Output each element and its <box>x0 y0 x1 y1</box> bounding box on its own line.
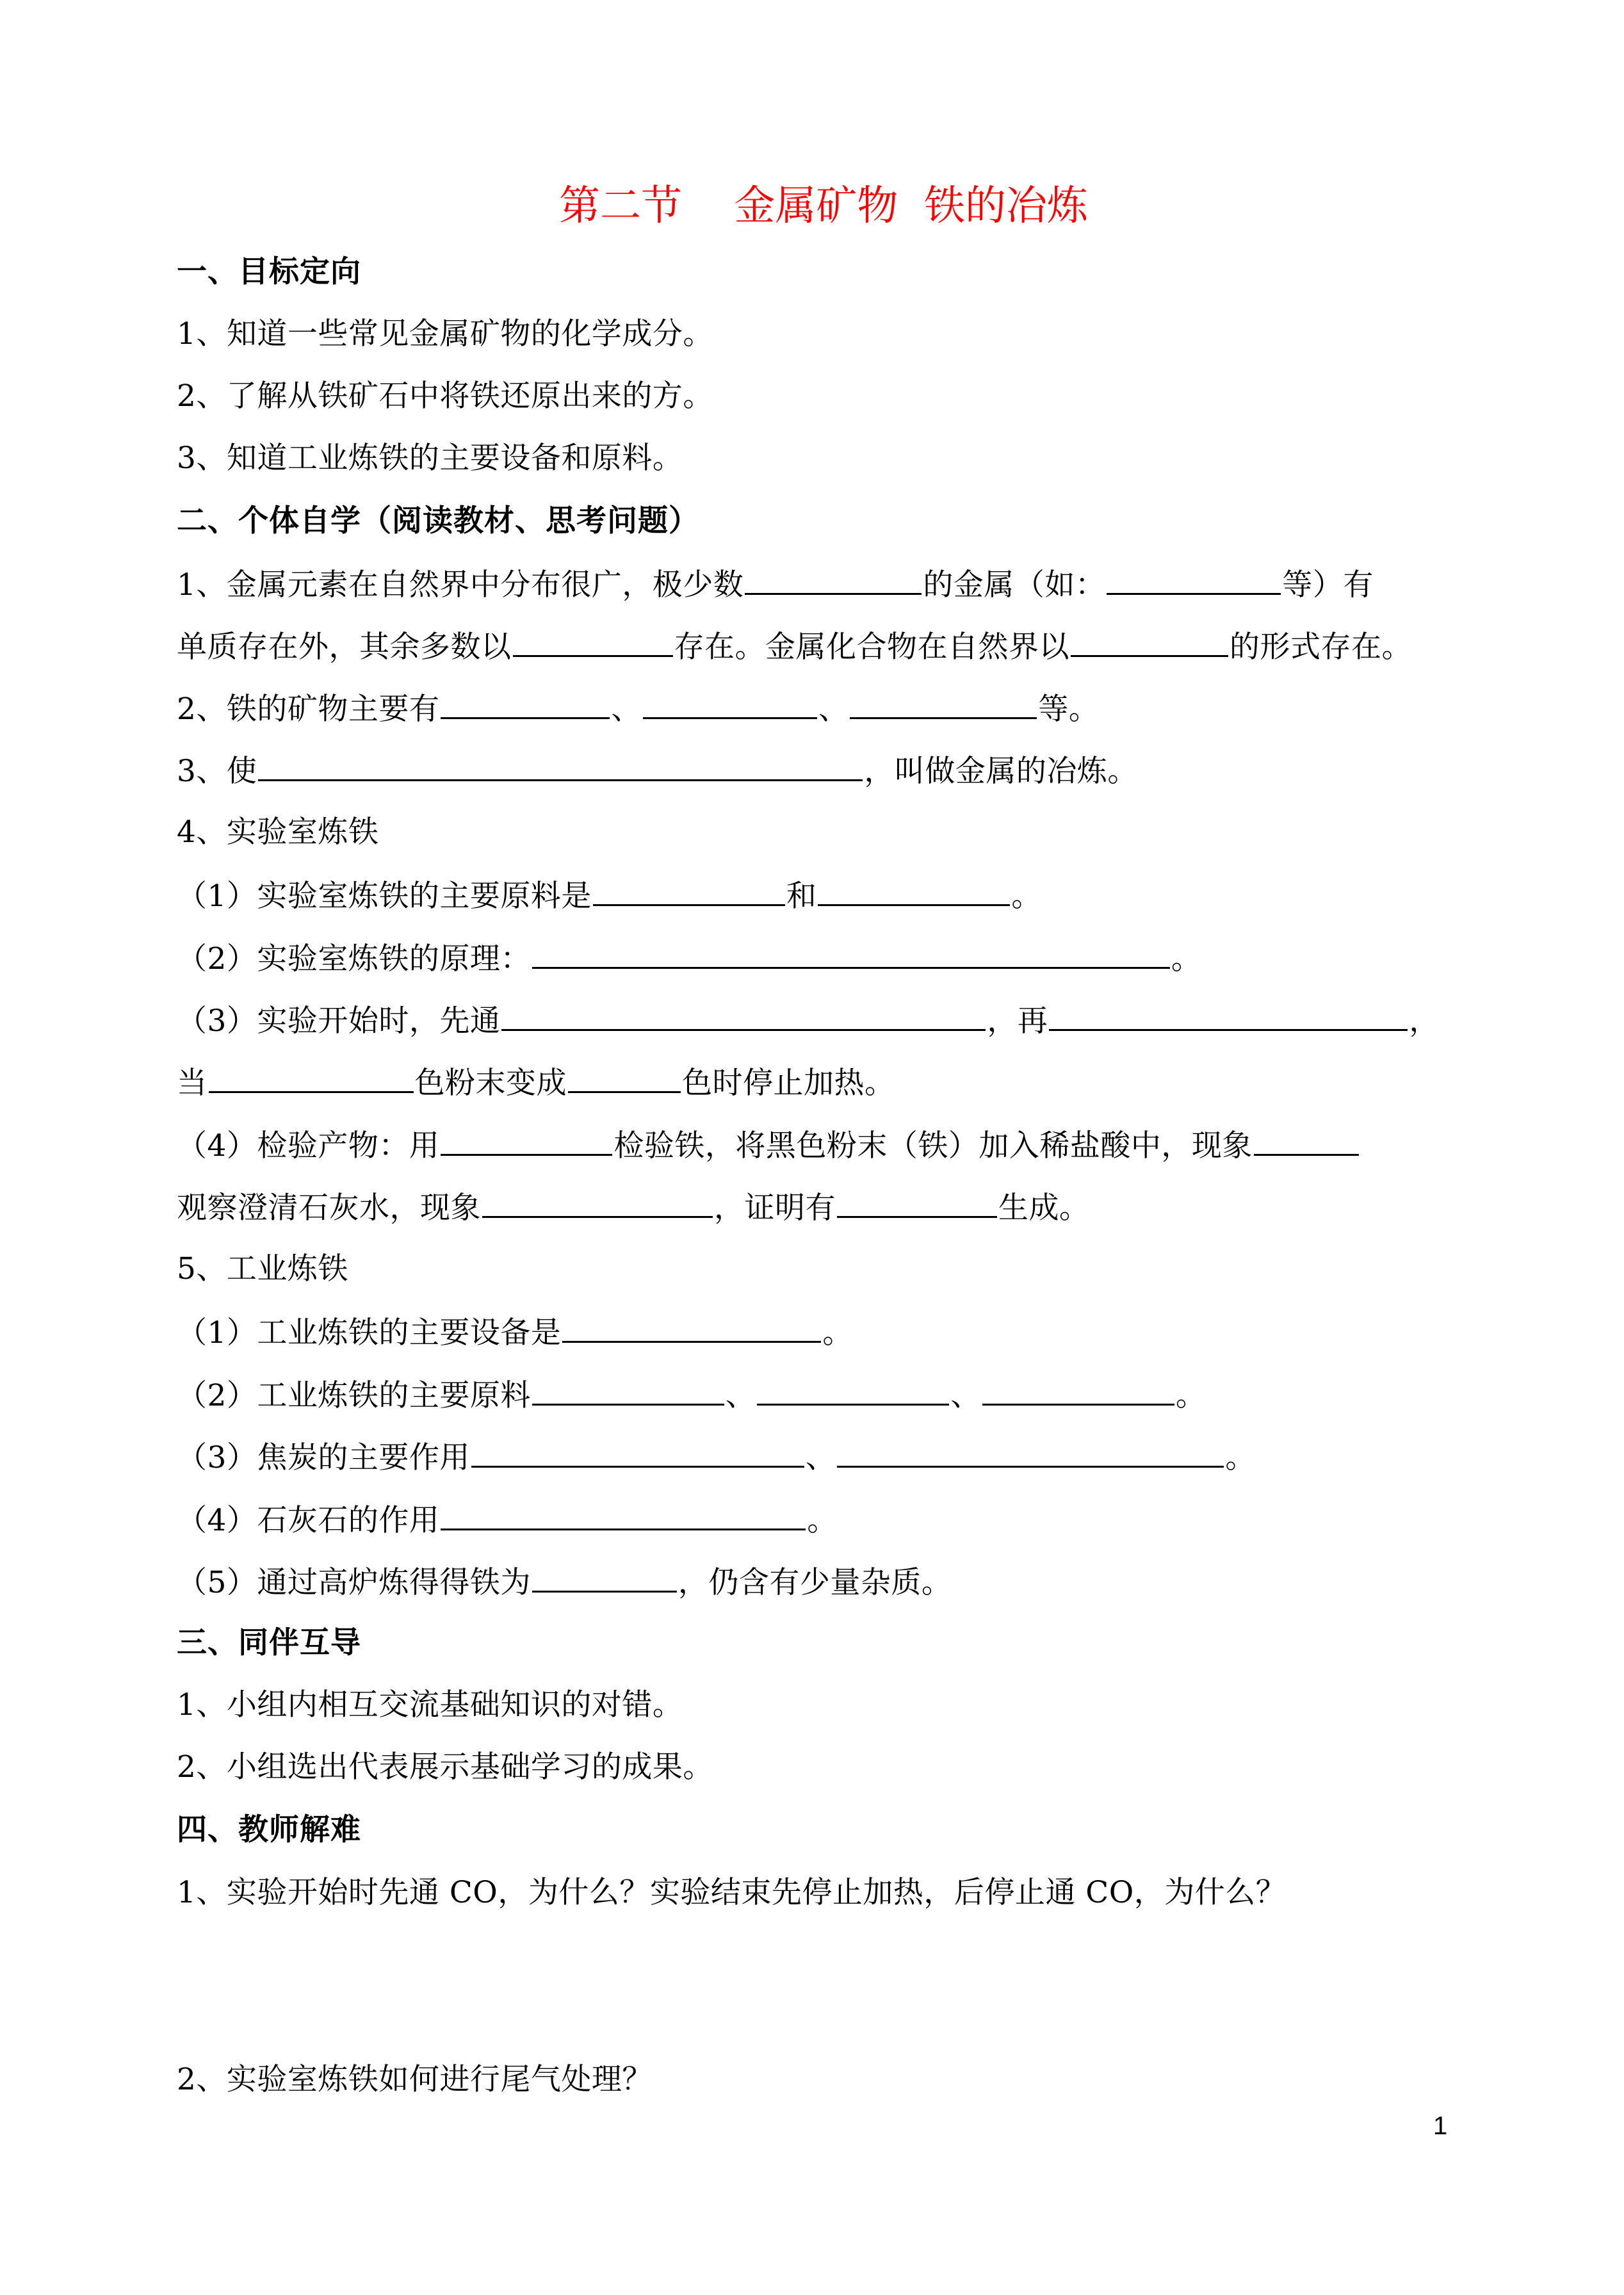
text: 色粉末变成 <box>414 1066 567 1101</box>
fill-blank[interactable] <box>643 689 817 719</box>
question-4-part-4-line-2 <box>177 1188 1090 1228</box>
fill-blank[interactable] <box>982 1375 1174 1406</box>
text: （2）实验室炼铁的原理： <box>177 941 531 977</box>
text: 。 <box>1175 1378 1206 1413</box>
fill-blank[interactable] <box>1107 565 1281 595</box>
fill-blank[interactable] <box>1071 627 1228 657</box>
fill-blank[interactable] <box>850 689 1037 719</box>
goal-item-2: 2、了解从铁矿石中将铁还原出来的方。 <box>177 378 713 414</box>
fill-blank[interactable] <box>837 1188 997 1218</box>
fill-blank[interactable] <box>441 1500 806 1530</box>
question-4-part-2 <box>177 939 1201 978</box>
peer-item-1: 1、小组内相互交流基础知识的对错。 <box>177 1687 683 1723</box>
goal-item-3: 3、知道工业炼铁的主要设备和原料。 <box>177 441 683 476</box>
text: （1）实验室炼铁的主要原料是 <box>177 879 592 914</box>
fill-blank[interactable] <box>209 1063 414 1093</box>
text: （4）检验产物：用 <box>177 1128 440 1164</box>
text: ，叫做金属的冶炼。 <box>864 754 1138 789</box>
section-heading-teacher-explanation: 四、教师解难 <box>177 1812 361 1847</box>
page-title: 第二节 金属矿物 铁的冶炼 <box>558 182 1089 230</box>
fill-blank[interactable] <box>745 565 922 595</box>
fill-blank[interactable] <box>471 1438 804 1468</box>
fill-blank[interactable] <box>1254 1126 1359 1156</box>
text: （2）工业炼铁的主要原料 <box>177 1378 531 1413</box>
fill-blank[interactable] <box>1049 1001 1408 1031</box>
question-5-part-4 <box>177 1500 838 1540</box>
text: ，再 <box>987 1003 1048 1039</box>
page-number: 1 <box>1433 2112 1448 2140</box>
text: 、 <box>805 1440 836 1475</box>
text: 、 <box>611 692 642 727</box>
fill-blank[interactable] <box>513 627 673 657</box>
question-1-line-2 <box>177 627 1412 667</box>
question-2 <box>177 689 1099 729</box>
fill-blank[interactable] <box>757 1375 949 1406</box>
text: 3、使 <box>177 754 257 789</box>
fill-blank[interactable] <box>837 1438 1224 1468</box>
question-4-part-3-line-1 <box>177 1001 1440 1041</box>
goal-item-1: 1、知道一些常见金属矿物的化学成分。 <box>177 316 713 352</box>
section-heading-goals: 一、目标定向 <box>177 254 361 289</box>
fill-blank[interactable] <box>441 1126 612 1156</box>
fill-blank[interactable] <box>568 1063 681 1093</box>
text: 生成。 <box>998 1190 1090 1226</box>
text: （3）实验开始时，先通 <box>177 1003 501 1039</box>
fill-blank[interactable] <box>562 1313 821 1343</box>
text: （3）焦炭的主要作用 <box>177 1440 470 1475</box>
text: （1）工业炼铁的主要设备是 <box>177 1315 562 1350</box>
teacher-question-1: 1、实验开始时先通 CO，为什么？实验结束先停止加热，后停止通 CO，为什么？ <box>177 1875 1287 1910</box>
fill-blank[interactable] <box>258 751 863 781</box>
text: 。 <box>807 1503 838 1538</box>
text: 存在。金属化合物在自然界以 <box>674 629 1069 665</box>
fill-blank[interactable] <box>501 1001 986 1031</box>
text: 的金属（如： <box>923 567 1106 603</box>
question-5-part-1 <box>177 1313 853 1352</box>
fill-blank[interactable] <box>532 1562 677 1593</box>
text: 观察澄清石灰水，现象 <box>177 1190 481 1226</box>
text: ，仍含有少量杂质。 <box>678 1565 952 1600</box>
text: 。 <box>1011 879 1042 914</box>
section-heading-peer-guidance: 三、同伴互导 <box>177 1625 361 1660</box>
text: 。 <box>1171 941 1202 977</box>
text: （4）石灰石的作用 <box>177 1503 440 1538</box>
section-heading-self-study: 二、个体自学（阅读教材、思考问题） <box>177 503 699 539</box>
text: 检验铁，将黑色粉末（铁）加入稀盐酸中，现象 <box>613 1128 1253 1164</box>
fill-blank[interactable] <box>532 1375 724 1406</box>
fill-blank[interactable] <box>593 876 785 906</box>
text: ，证明有 <box>714 1190 836 1226</box>
text: 单质存在外，其余多数以 <box>177 629 512 665</box>
text: 色时停止加热。 <box>682 1066 895 1101</box>
question-5-part-2 <box>177 1375 1206 1415</box>
text: 的形式存在。 <box>1230 629 1412 665</box>
question-1-line-1 <box>177 565 1374 604</box>
text: （5）通过高炉炼得得铁为 <box>177 1565 531 1600</box>
fill-blank[interactable] <box>532 939 1170 969</box>
text: 。 <box>1225 1440 1256 1475</box>
question-4-heading: 4、实验室炼铁 <box>177 815 379 850</box>
fill-blank[interactable] <box>441 689 610 719</box>
question-4-part-4-line-1 <box>177 1126 1360 1165</box>
question-5-part-3 <box>177 1438 1256 1477</box>
text: 和 <box>786 879 817 914</box>
text: 当 <box>177 1066 207 1101</box>
question-4-part-3-line-2 <box>177 1063 895 1103</box>
text: 等）有 <box>1282 567 1374 603</box>
peer-item-2: 2、小组选出代表展示基础学习的成果。 <box>177 1749 713 1785</box>
text: ， <box>1409 1003 1440 1039</box>
text: 1、金属元素在自然界中分布很广，极少数 <box>177 567 744 603</box>
question-3 <box>177 751 1138 791</box>
text: 、 <box>818 692 849 727</box>
text: 、 <box>950 1378 981 1413</box>
text: 。 <box>822 1315 853 1350</box>
question-5-heading: 5、工业炼铁 <box>177 1251 348 1286</box>
question-4-part-1 <box>177 876 1042 916</box>
question-5-part-5 <box>177 1562 952 1602</box>
fill-blank[interactable] <box>482 1188 713 1218</box>
text: 2、铁的矿物主要有 <box>177 692 440 727</box>
text: 、 <box>725 1378 756 1413</box>
teacher-question-2: 2、实验室炼铁如何进行尾气处理？ <box>177 2062 653 2097</box>
text: 等。 <box>1038 692 1100 727</box>
fill-blank[interactable] <box>818 876 1010 906</box>
